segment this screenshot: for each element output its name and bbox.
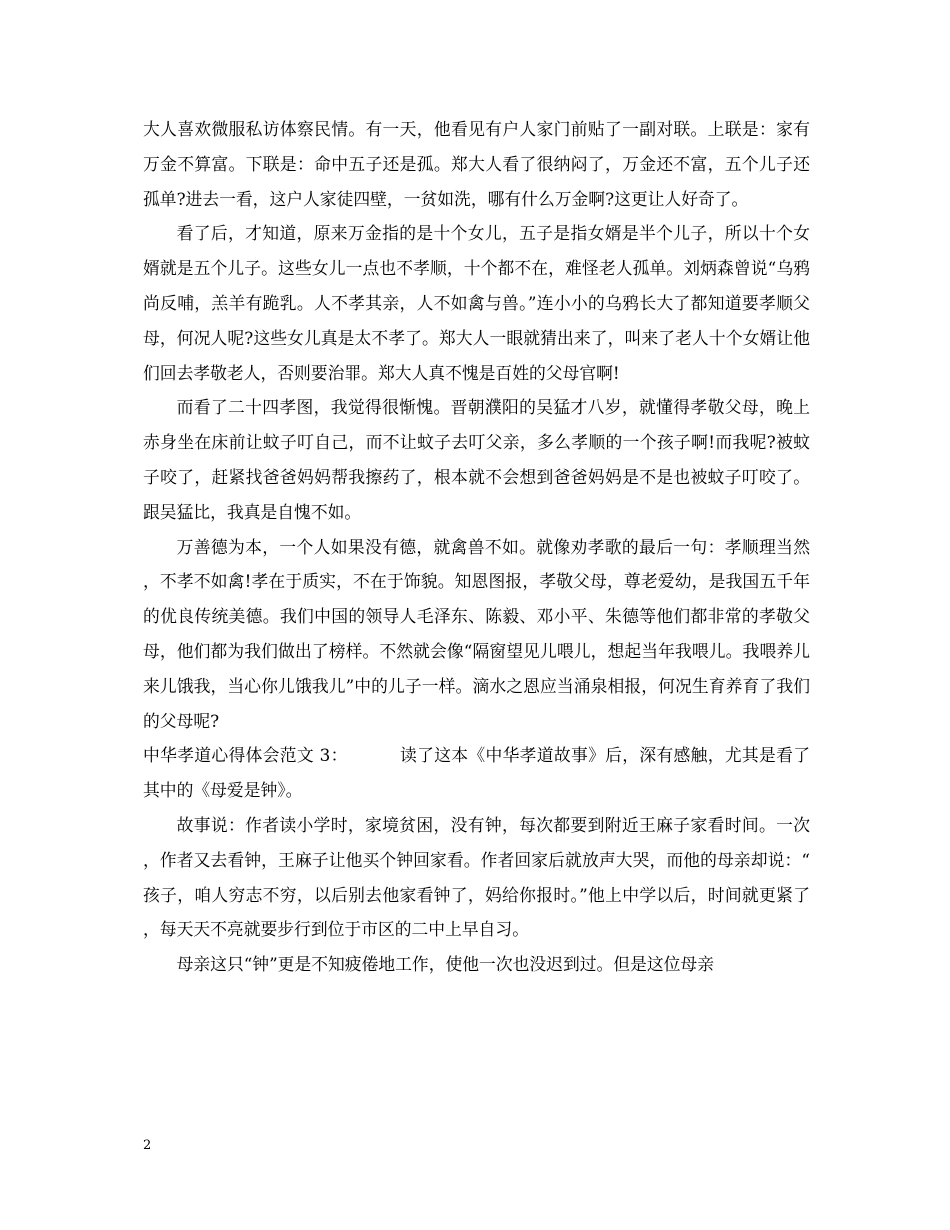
paragraph-5: 故事说：作者读小学时，家境贫困，没有钟，每次都要到附近王麻子家看时间。一次，作者又去看钟，王麻子让他买个钟回家看。作者回家后就放声大哭，而他的母亲却说：“孩子，咱人穷志不穷，以后别去他家看钟了，妈给你报时。”他上中学以后，时间就更紧了，每天天不亮就要步行到位于市区的二中上早自习。 [143, 814, 810, 940]
page-number: 2 [143, 1138, 152, 1153]
paragraph-4: 万善德为本，一个人如果没有德，就禽兽不如。就像劝孝歌的最后一句：孝顺理当然，不孝不如禽!孝在于质实，不在于饰貌。知恩图报，孝敬父母，尊老爱幼，是我国五千年的优良传统美德。我们中国的领导人毛泽东、陈毅、邓小平、朱德等他们都非常的孝敬父母，他们都为我们做出了榜样。不然就会像“隔窗望见儿喂儿，想起当年我喂儿。我喂养儿来儿饿我，当心你儿饿我儿”中的儿子一样。滴水之恩应当涌泉相报，何况生育养育了我们的父母呢? [143, 536, 810, 731]
paragraph-3: 而看了二十四孝图，我觉得很惭愧。晋朝濮阳的吴猛才八岁，就懂得孝敬父母，晚上赤身坐在床前让蚊子叮自己，而不让蚊子去叮父亲，多么孝顺的一个孩子啊!而我呢?被蚊子咬了，赶紧找爸爸妈妈帮我擦药了，根本就不会想到爸爸妈妈是不是也被蚊子叮咬了。跟吴猛比，我真是自愧不如。 [143, 397, 810, 522]
essay-heading-label: 中华孝道心得体会范文 3： [143, 745, 348, 766]
essay-heading-text: 读了这本《中华孝道故事》后，深有感触，尤其是看了其中的《母爱是钟》。 [143, 745, 810, 801]
paragraph-2: 看了后，才知道，原来万金指的是十个女儿，五子是指女婿是半个儿子，所以十个女婿就是五个儿子。这些女儿一点也不孝顺，十个都不在，难怪老人孤单。刘炳森曾说“乌鸦尚反哺，羔羊有跪乳。人不孝其亲，人不如禽与兽。”连小小的乌鸦长大了都知道要孝顺父母，何况人呢?这些女儿真是太不孝了。郑大人一眼就猜出来了，叫来了老人十个女婿让他们回去孝敬老人，否则要治罪。郑大人真不愧是百姓的父母官啊! [143, 223, 810, 383]
paragraph-1: 大人喜欢微服私访体察民情。有一天，他看见有户人家门前贴了一副对联。上联是：家有万金不算富。下联是：命中五子还是孤。郑大人看了很纳闷了，万金还不富，五个儿子还孤单?进去一看，这户人家徒四壁，一贫如洗，哪有什么万金啊?这更让人好奇了。 [143, 119, 810, 209]
essay-heading-paragraph [143, 738, 810, 808]
document-body [143, 112, 810, 982]
paragraph-6: 母亲这只“钟”更是不知疲倦地工作，使他一次也没迟到过。但是这位母亲 [176, 954, 714, 975]
